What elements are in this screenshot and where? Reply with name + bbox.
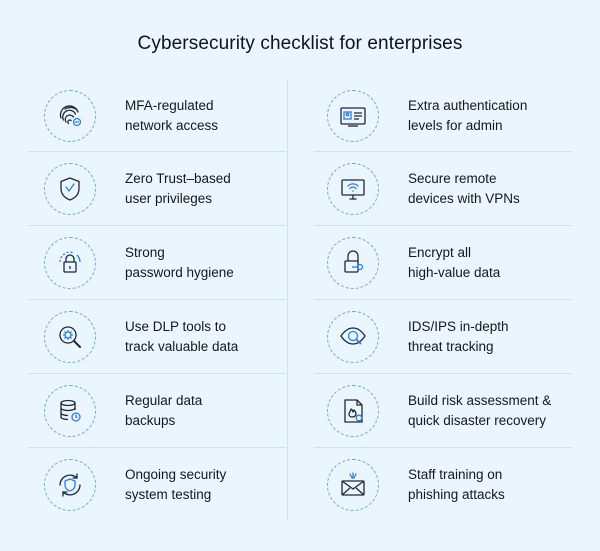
magnifier-gear-icon [44,311,96,363]
item-label: Build risk assessment & quick disaster recovery [408,393,552,428]
list-item [0,152,300,226]
item-label: Staff training on phishing attacks [408,467,505,502]
list-item [0,80,300,152]
list-item [300,448,600,522]
padlock-icon [44,237,96,289]
list-item [300,152,600,226]
id-card-icon [327,90,379,142]
left-column [0,80,300,522]
monitor-wifi-icon [327,163,379,215]
list-item [0,448,300,522]
lock-key-icon [327,237,379,289]
list-item [0,374,300,448]
page-title: Cybersecurity checklist for enterprises [137,33,463,54]
list-item [300,300,600,374]
item-label: MFA-regulated network access [125,98,219,133]
item-label: Encrypt all high-value data [408,245,501,280]
list-item [300,80,600,152]
shield-cycle-icon [44,459,96,511]
list-item [300,226,600,300]
item-label: Use DLP tools to track valuable data [125,319,239,354]
eye-search-icon [327,311,379,363]
item-label: Secure remote devices with VPNs [408,171,520,206]
list-item [300,374,600,448]
fire-document-icon [327,385,379,437]
item-label: Strong password hygiene [125,245,234,280]
item-label: Extra authentication levels for admin [408,98,528,133]
database-sync-icon [44,385,96,437]
list-item [0,226,300,300]
item-label: Regular data backups [125,393,203,428]
item-label: IDS/IPS in-depth threat tracking [408,319,509,354]
right-column [300,80,600,522]
fingerprint-icon [44,90,96,142]
envelope-alert-icon [327,459,379,511]
shield-check-icon [44,163,96,215]
item-label: Ongoing security system testing [125,467,227,502]
list-item [0,300,300,374]
item-label: Zero Trust–based user privileges [125,171,231,206]
